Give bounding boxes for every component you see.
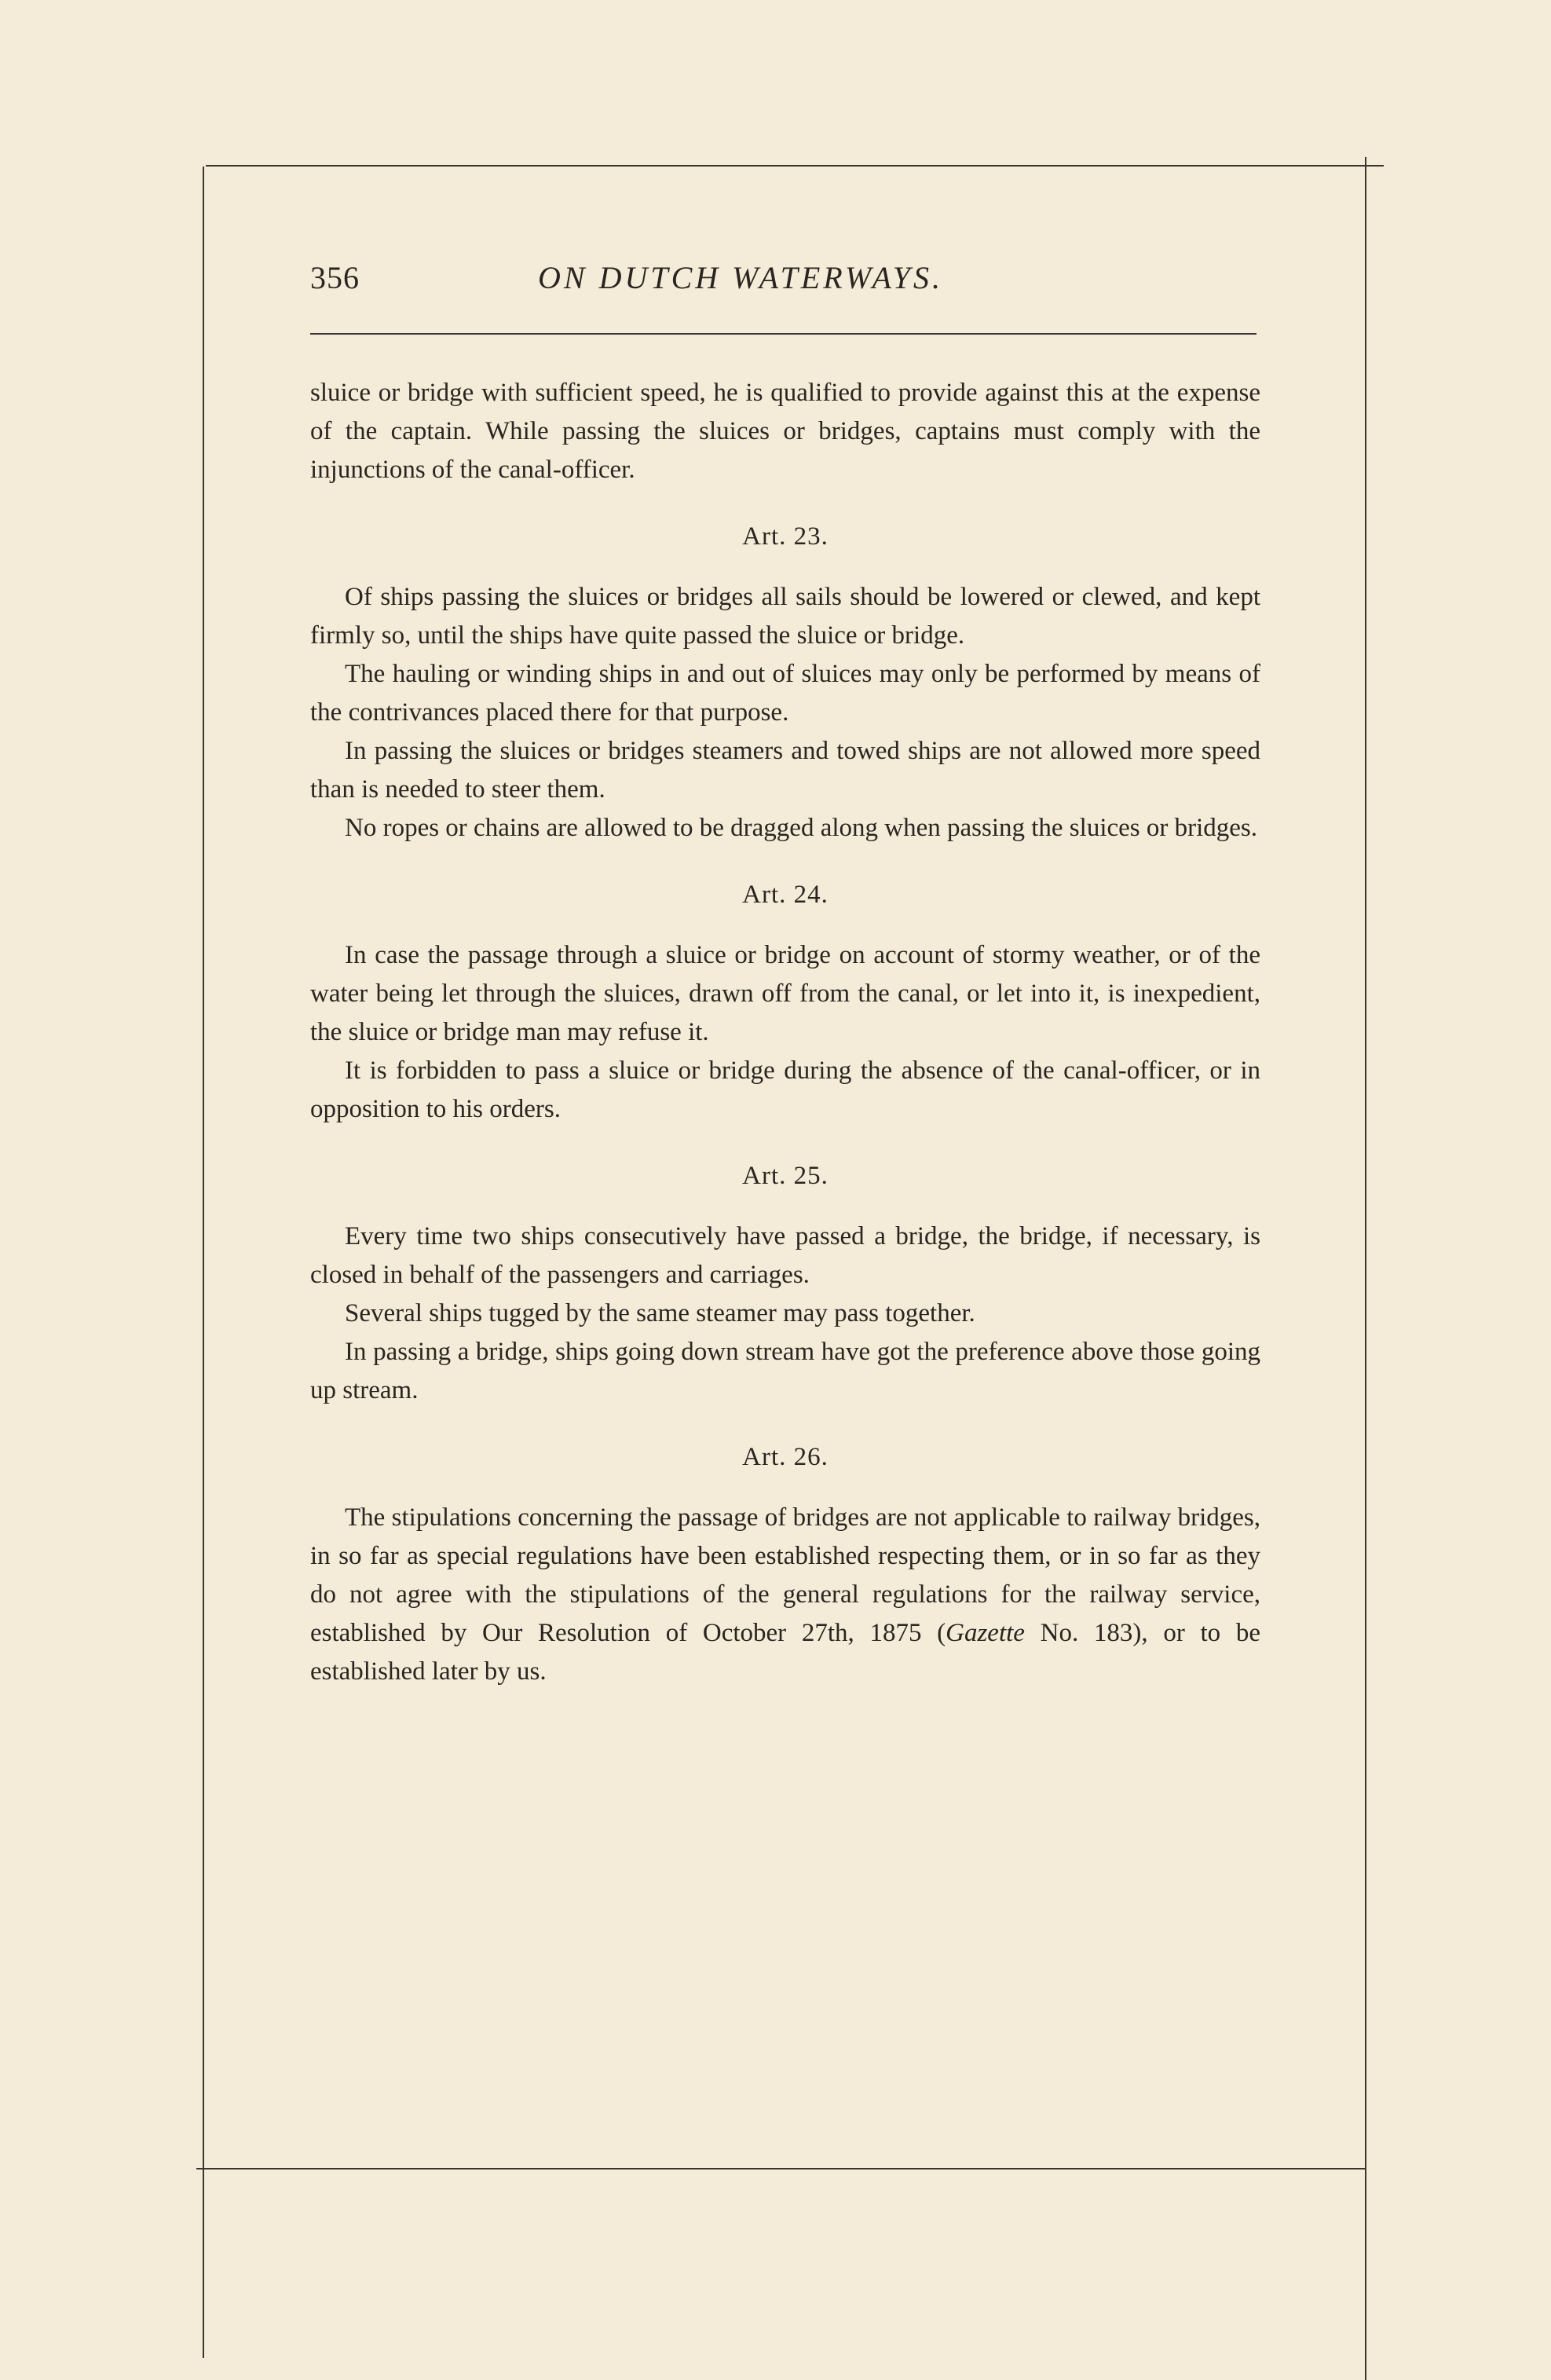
text-body	[310, 374, 1260, 1691]
italic-gazette: Gazette	[946, 1619, 1025, 1647]
article-heading: Art. 26.	[742, 1443, 829, 1471]
article-25	[310, 1157, 1260, 1410]
paragraph-text-before: The stipulations concerning the passage of bridges are not applicable to railway bridges, in so far as special regulations have been established respecting them, or in so far as they do not agree with the stipulations of the general regulations for the railway service, established by Our Resolution of October 27th, 1875 (	[310, 1503, 1260, 1647]
frame-right-rule	[1365, 157, 1366, 2380]
article-paragraph: Of ships passing the sluices or bridges all sails should be lowered or clewed, and kept firmly so, until the ships have quite passed the sluice or bridge.	[310, 583, 1260, 650]
frame-left-rule	[203, 167, 204, 2358]
page-content	[310, 259, 1260, 1691]
article-paragraph: Every time two ships consecutively have passed a bridge, the bridge, if necessary, is closed in behalf of the passengers and carriages.	[310, 1222, 1260, 1289]
running-title: ON DUTCH WATERWAYS.	[538, 260, 944, 295]
article-heading: Art. 24.	[742, 881, 829, 909]
article-paragraph	[310, 1499, 1260, 1691]
article-24	[310, 876, 1260, 1129]
page-number: 356	[310, 260, 360, 295]
article-paragraph: The hauling or winding ships in and out of sluices may only be performed by means of the contrivances placed there for that purpose.	[310, 660, 1260, 727]
intro-paragraph: sluice or bridge with sufficient speed, he is qualified to provide against this at the expense of the captain. While passing the sluices or bridges, captains must comply with the injunctions of the canal-officer.	[310, 379, 1260, 484]
running-head	[310, 259, 1260, 314]
article-23	[310, 518, 1260, 848]
article-paragraph: In passing the sluices or bridges steamers and towed ships are not allowed more speed than is needed to steer them.	[310, 737, 1260, 804]
article-heading: Art. 25.	[742, 1162, 829, 1190]
paragraph-text-after: No. 183), or to be established later by us.	[310, 1619, 1260, 1686]
article-paragraph: No ropes or chains are allowed to be dragged along when passing the sluices or bridges.	[345, 814, 1258, 842]
article-heading: Art. 23.	[742, 522, 829, 551]
article-paragraph: In case the passage through a sluice or bridge on account of stormy weather, or of the water being let through the sluices, drawn off from the canal, or let into it, is inexpedient, the sluice or bridge man may refuse it.	[310, 941, 1260, 1046]
article-paragraph: It is forbidden to pass a sluice or bridge during the absence of the canal-officer, or in opposition to his orders.	[310, 1056, 1260, 1123]
article-paragraph: Several ships tugged by the same steamer may pass together.	[345, 1299, 975, 1327]
header-rule	[310, 333, 1257, 335]
article-paragraph: In passing a bridge, ships going down stream have got the preference above those going up stream.	[310, 1338, 1260, 1404]
article-26	[310, 1438, 1260, 1691]
frame-top-rule	[206, 165, 1384, 167]
frame-bottom-rule	[196, 2168, 1366, 2169]
